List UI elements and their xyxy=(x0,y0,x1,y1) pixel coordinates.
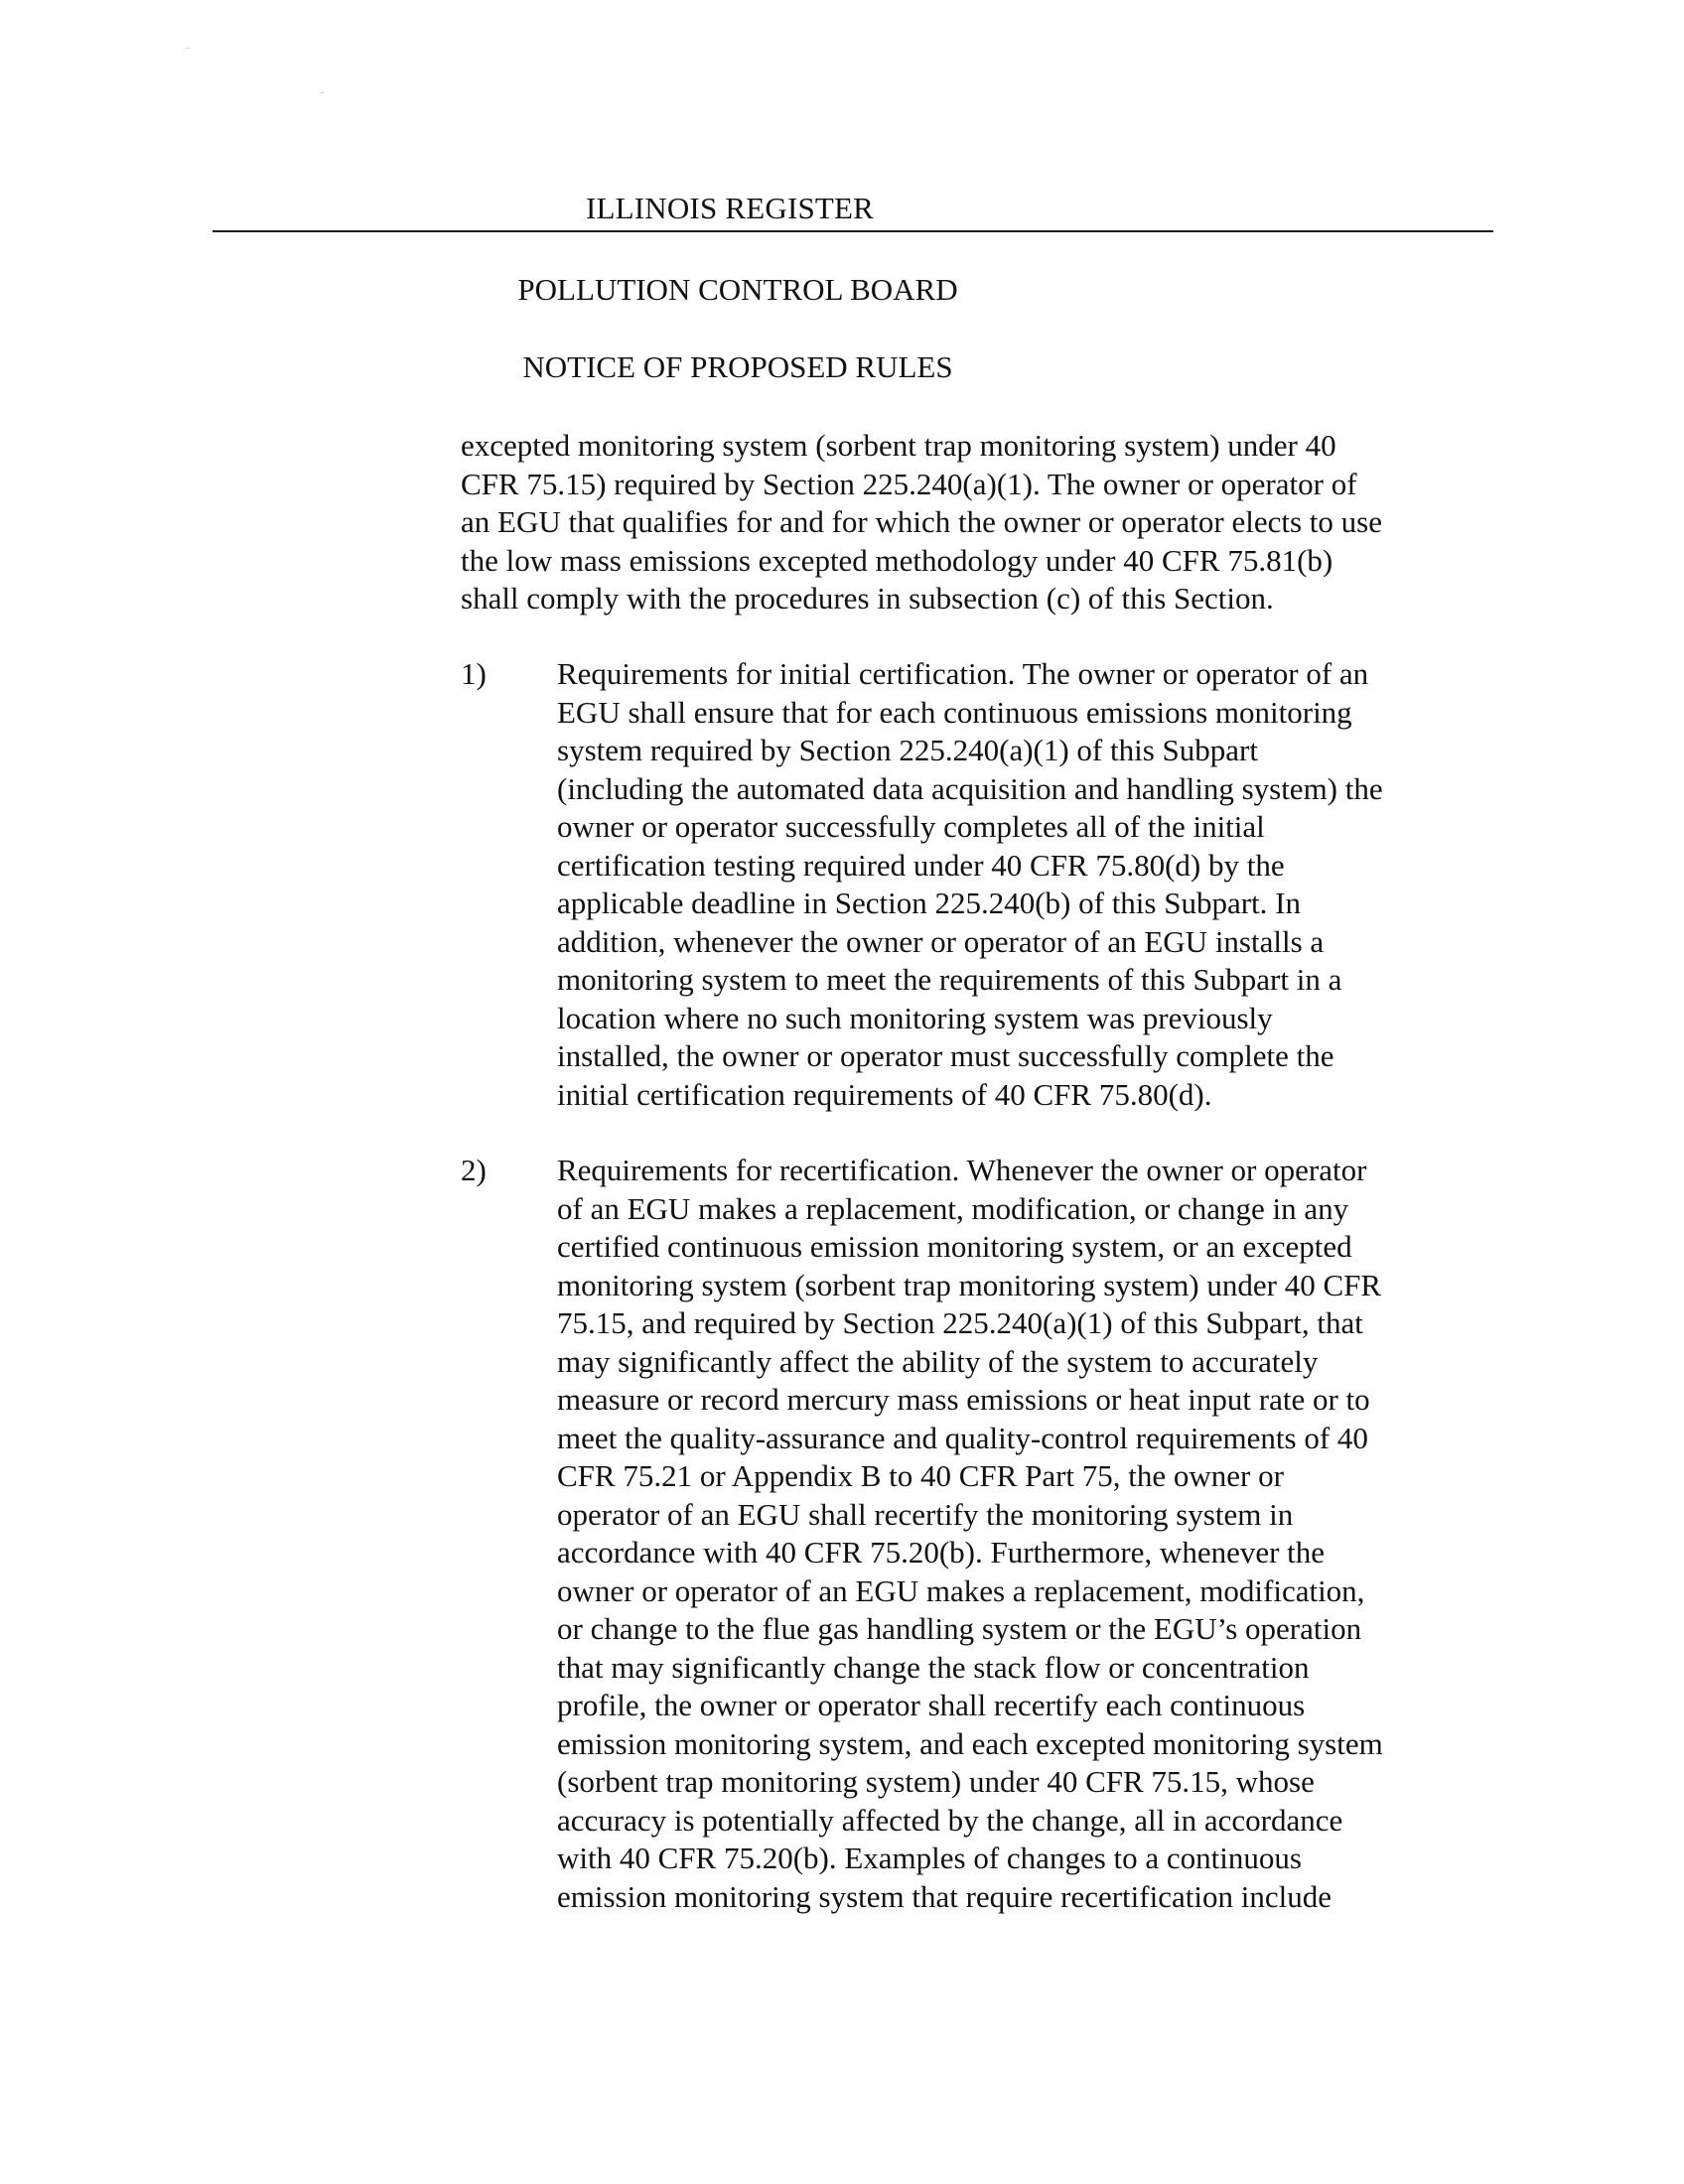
paragraph-line: (sorbent trap monitoring system) under 40 CFR 75.15, whose xyxy=(557,1764,1315,1799)
intro-line: excepted monitoring system (sorbent trap monitoring system) under 40 xyxy=(461,428,1336,463)
paragraph-line: owner or operator successfully completes all of the initial xyxy=(557,809,1265,844)
paragraph-line: that may significantly change the stack flow or concentration xyxy=(557,1649,1310,1685)
paragraph-line: emission monitoring system, and each excepted monitoring system xyxy=(557,1725,1383,1761)
intro-line: shall comply with the procedures in subsection (c) of this Section. xyxy=(461,581,1274,615)
paragraph-line: EGU shall ensure that for each continuous emissions monitoring xyxy=(557,694,1352,730)
paragraph-line: initial certification requirements of 40 CFR 75.80(d). xyxy=(557,1076,1212,1112)
register-header: ILLINOIS REGISTER xyxy=(585,191,875,225)
paragraph-line: or change to the flue gas handling system or the EGU’s operation xyxy=(557,1611,1362,1646)
paragraph-line: addition, whenever the owner or operator of an EGU installs a xyxy=(557,923,1325,959)
item-number: 1) xyxy=(461,656,487,691)
paragraph-line: installed, the owner or operator must successfully complete the xyxy=(557,1038,1334,1073)
intro-line: the low mass emissions excepted methodology under 40 CFR 75.81(b) xyxy=(461,542,1333,578)
paragraph-line: Requirements for recertification. Whenever the owner or operator xyxy=(557,1153,1367,1187)
recertification-paragraph xyxy=(557,1152,1451,1916)
paragraph-line: (including the automated data acquisition and handling system) the xyxy=(557,770,1383,806)
paragraph-line: applicable deadline in Section 225.240(b) of this Subpart. In xyxy=(557,886,1301,920)
intro-paragraph xyxy=(461,427,1474,618)
paragraph-line: accuracy is potentially affected by the change, all in accordance xyxy=(557,1802,1343,1838)
header-rule xyxy=(212,230,1493,232)
paragraph-line: monitoring system (sorbent trap monitoring system) under 40 CFR xyxy=(557,1267,1382,1302)
paragraph-line: location where no such monitoring system was previously xyxy=(557,1000,1273,1035)
agency-title: POLLUTION CONTROL BOARD xyxy=(517,272,958,307)
paragraph-line: owner or operator of an EGU makes a replacement, modification, xyxy=(557,1572,1365,1608)
paragraph-line: measure or record mercury mass emissions or heat input rate or to xyxy=(557,1382,1370,1417)
paragraph-line: may significantly affect the ability of the system to accurately xyxy=(557,1343,1319,1379)
intro-line: CFR 75.15) required by Section 225.240(a)(1). The owner or operator of xyxy=(461,466,1357,501)
scan-speck xyxy=(186,48,190,49)
paragraph-line: CFR 75.21 or Appendix B to 40 CFR Part 75, the owner or xyxy=(557,1458,1284,1493)
paragraph-line: Requirements for initial certification. The owner or operator of an xyxy=(557,656,1369,691)
initial-certification-paragraph xyxy=(557,655,1451,1114)
paragraph-line: 75.15, and required by Section 225.240(a)(1) of this Subpart, that xyxy=(557,1305,1363,1340)
intro-line: an EGU that qualifies for and for which the owner or operator elects to use xyxy=(461,504,1382,539)
paragraph-line: meet the quality-assurance and quality-control requirements of 40 xyxy=(557,1420,1368,1455)
paragraph-line: of an EGU makes a replacement, modification, or change in any xyxy=(557,1190,1349,1226)
paragraph-line: profile, the owner or operator shall recertify each continuous xyxy=(557,1688,1306,1722)
scan-speck xyxy=(321,92,325,93)
item-number: 2) xyxy=(461,1153,487,1187)
paragraph-line: operator of an EGU shall recertify the monitoring system in xyxy=(557,1496,1294,1532)
notice-title: NOTICE OF PROPOSED RULES xyxy=(522,349,953,384)
paragraph-line: certified continuous emission monitoring system, or an excepted xyxy=(557,1229,1352,1264)
paragraph-line: with 40 CFR 75.20(b). Examples of changes to a continuous xyxy=(557,1841,1302,1875)
paragraph-line: certification testing required under 40 CFR 75.80(d) by the xyxy=(557,847,1285,883)
paragraph-line: emission monitoring system that require recertification include xyxy=(557,1878,1332,1914)
paragraph-line: system required by Section 225.240(a)(1) of this Subpart xyxy=(557,733,1258,767)
paragraph-line: monitoring system to meet the requirements of this Subpart in a xyxy=(557,962,1342,997)
paragraph-line: accordance with 40 CFR 75.20(b). Furthermore, whenever the xyxy=(557,1535,1326,1570)
